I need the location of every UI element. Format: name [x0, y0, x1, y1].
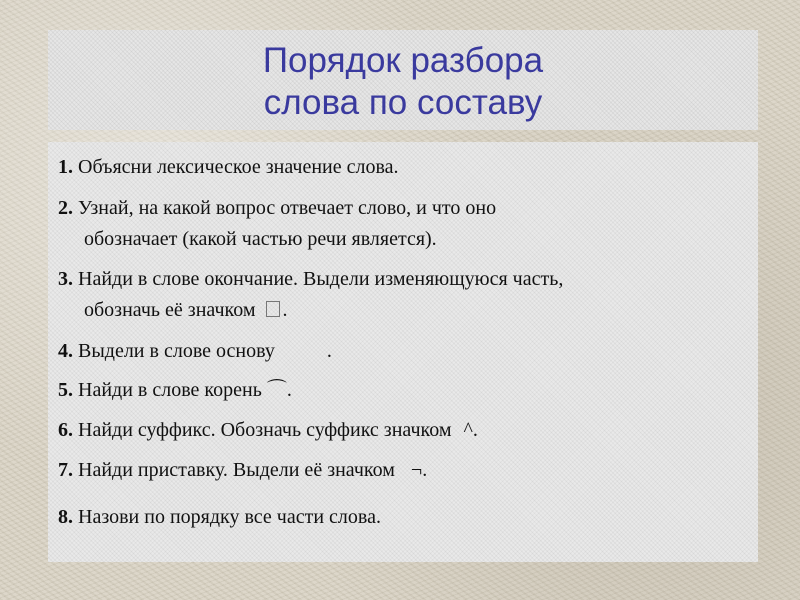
steps-panel	[48, 142, 758, 562]
title-line-2: слова по составу	[263, 83, 543, 122]
step-tail: .	[286, 379, 292, 401]
ending-box-icon	[266, 301, 280, 317]
step-tail: .	[422, 459, 428, 481]
step-tail: .	[326, 340, 332, 362]
step-number: 5.	[58, 379, 73, 401]
step-1	[58, 152, 748, 183]
page-title	[48, 30, 758, 124]
step-4	[58, 336, 748, 367]
step-number: 3.	[58, 268, 73, 290]
step-number: 4.	[58, 340, 73, 362]
step-tail: .	[282, 299, 288, 321]
step-3	[58, 264, 748, 326]
step-text-continued: обозначает (какой частью речи является).	[84, 228, 437, 250]
step-tail: .	[472, 419, 478, 441]
step-number: 2.	[58, 197, 73, 219]
step-number: 1.	[58, 156, 73, 178]
step-text: Найди в слове корень	[78, 379, 262, 401]
root-arc-icon: ⌒	[266, 379, 287, 401]
step-text: Найди в слове окончание. Выдели изменяющуюся часть,	[78, 268, 564, 290]
step-2	[58, 193, 748, 255]
step-text: Найди приставку. Выдели её значком	[78, 459, 395, 481]
step-5	[58, 375, 748, 406]
step-number: 6.	[58, 419, 73, 441]
step-7	[58, 455, 748, 486]
prefix-corner-icon: ¬	[410, 459, 423, 481]
title-panel	[48, 30, 758, 130]
step-8	[58, 502, 748, 533]
step-text-part: обозначь её значком	[84, 299, 256, 321]
step-number: 8.	[58, 506, 73, 528]
step-text: Найди суффикс. Обозначь суффикс значком	[78, 419, 452, 441]
step-text: Назови по порядку все части слова.	[78, 506, 381, 528]
suffix-caret-icon: ^	[463, 419, 473, 441]
title-line-1: Порядок разбора	[262, 41, 544, 80]
step-number: 7.	[58, 459, 73, 481]
step-text: Выдели в слове основу	[78, 340, 275, 362]
step-6	[58, 415, 748, 446]
step-text-continued	[58, 295, 748, 326]
step-text: Узнай, на какой вопрос отвечает слово, и что оно	[78, 197, 497, 219]
step-text: Объясни лексическое значение слова.	[78, 156, 399, 178]
